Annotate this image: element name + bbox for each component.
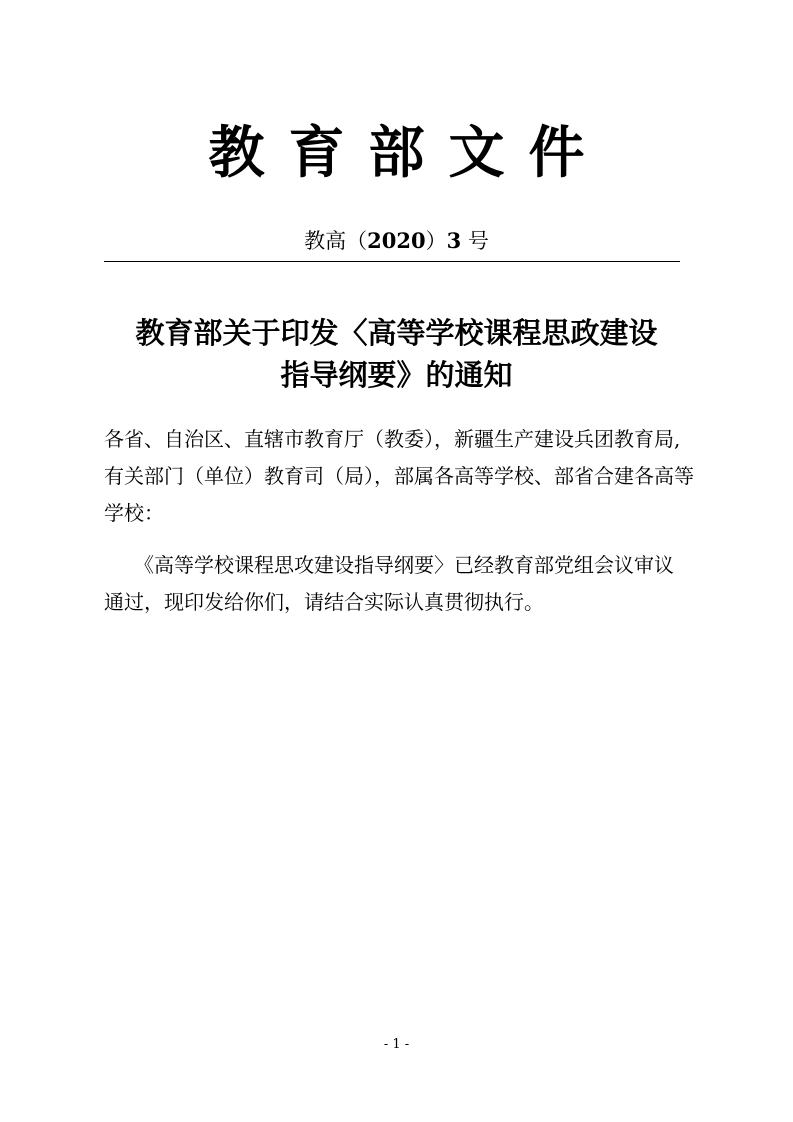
document-number — [0, 226, 793, 256]
page-number: - 1 - — [383, 1037, 410, 1052]
document-number-year: 2020 — [367, 228, 426, 253]
paragraph-line: 通过，现印发给你们，请结合实际认真贯彻执行。 — [104, 590, 544, 614]
body-paragraph — [104, 547, 688, 621]
document-title-line: 教育部关于印发〈高等学校课程思政建设 — [135, 316, 658, 350]
header-divider — [104, 261, 680, 262]
document-header: 教育部文件 — [208, 121, 609, 186]
document-number-seq: 3 — [446, 228, 462, 253]
paragraph-line: 《高等学校课程思攻建设指导纲要〉已经教育部党组会议审议 — [134, 553, 674, 577]
document-number-prefix: 教高（ — [304, 229, 368, 253]
document-title-line: 指导纲要》的通知 — [280, 358, 513, 392]
addressee-block — [104, 421, 694, 532]
document-number-suffix: 号 — [461, 229, 489, 253]
document-title — [0, 312, 793, 396]
document-number-middle: ） — [425, 229, 447, 253]
addressee-line: 有关部门（单位）教育司（局），部属各高等学校、部省合建各高等 — [104, 464, 694, 488]
addressee-line: 学校： — [104, 501, 164, 525]
addressee-line: 各省、自治区、直辖市教育厅（教委），新疆生产建设兵团教育局, — [104, 427, 681, 451]
